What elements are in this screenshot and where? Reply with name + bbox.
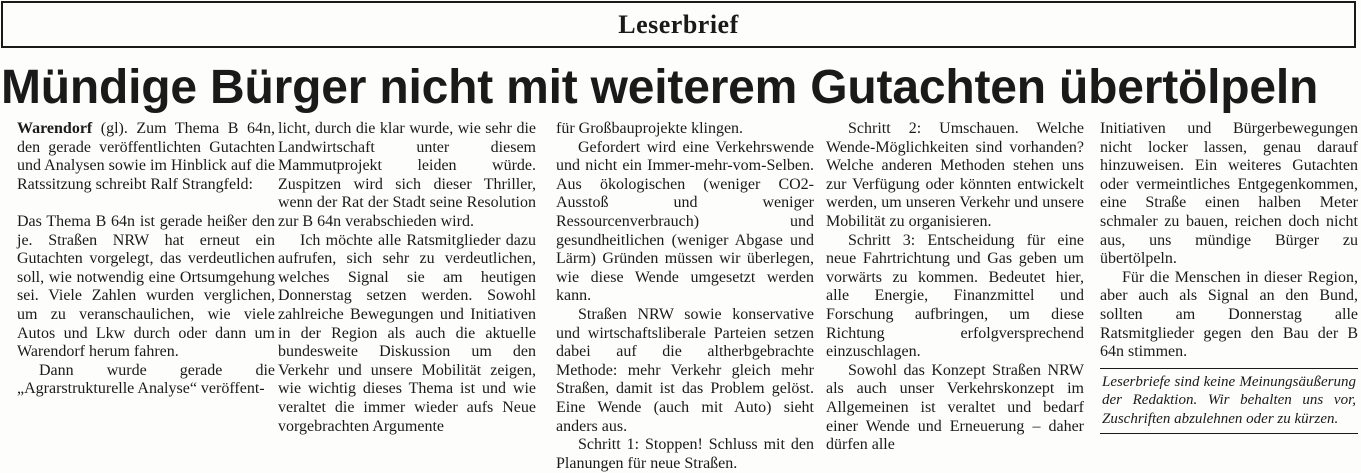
column-5 <box>1100 120 1358 450</box>
paragraph: Das Thema B 64n ist gerade heißer den je. Straßen NRW hat erneut ein Gutachten vorgelegt, das verdeutlichen soll, wie notwendig eine Ortsumgehung sei. Viele Zahlen wurden verglichen, um zu veranschaulichen, wie viele Autos und Lkw durch oder dann um Warendorf herum fahren. <box>17 212 275 361</box>
column-3 <box>556 120 814 472</box>
paragraph: Straßen NRW sowie konservative und wirtschaftsliberale Parteien setzen dabei auf die altherbgebrachte Methode: mehr Verkehr gleich mehr Straßen, damit ist das Problem gelöst. Eine Wende (auch mit Auto) sieht anders aus. <box>556 305 814 435</box>
paragraph: Dann wurde gerade die „Agrarstrukturelle Analyse“ veröffent- <box>17 361 275 398</box>
paragraph: Sowohl das Konzept Straßen NRW als auch unser Verkehrskonzept im Allgemeinen ist veraltet und bedarf einer Wende und Erneuerung – daher dürfen alle <box>826 361 1084 454</box>
intro-text: (gl). Zum Thema B 64n, den gerade veröffentlichten Gutachten und Analysen sowie im Hinblick auf die Ratssitzung schreibt Ralf Strangfeld: <box>17 120 275 193</box>
editorial-disclaimer: Leserbriefe sind keine Meinungsäußerung der Redaktion. Wir behalten uns vor, Zuschriften abzulehnen oder zu kürzen. <box>1100 368 1358 434</box>
column-1 <box>17 120 275 450</box>
dateline: Warendorf <box>17 120 93 137</box>
article-headline: Mündige Bürger nicht mit weiterem Gutachten übertölpeln <box>1 61 1319 114</box>
column-2 <box>278 120 536 450</box>
paragraph: licht, durch die klar wurde, wie sehr die Landwirtschaft unter diesem Mammutprojekt leiden würde. Zuspitzen wird sich dieser Thriller, wenn der Rat der Stadt seine Resolution zur B 64n verabschieden wird. <box>278 120 536 230</box>
section-kicker: Leserbrief <box>618 9 739 39</box>
paragraph: Gefordert wird eine Verkehrswende und nicht ein Immer-mehr-vom-Selben. Aus ökologischen (weniger CO2-Ausstoß und weniger Ressourcenverbrauch) und gesundheitlichen (weniger Abgase und Lärm) Gründen müssen wir überlegen, wie diese Wende umgesetzt werden kann. <box>556 138 814 305</box>
paragraph: Schritt 1: Stoppen! Schluss mit den Planungen für neue Straßen. <box>556 436 814 472</box>
column-4 <box>826 120 1084 454</box>
intro-paragraph <box>17 120 275 194</box>
paragraph: Ich möchte alle Ratsmitglieder dazu aufrufen, sich sehr zu verdeutlichen, welches Signal sie am heutigen Donnerstag setzen werden. Sowohl zahlreiche Bewegungen und Initiativen in der Region als auch die aktuelle bundesweite Diskussion um den Verkehr und unsere Mobilität zeigen, wie wichtig dieses Thema ist und wie veraltet die immer wieder aufs Neue vorgebrachten Argumente <box>278 231 536 435</box>
kicker-box <box>1 1 1356 48</box>
paragraph: Für die Menschen in dieser Region, aber auch als Signal an den Bund, sollten am Donnerstag alle Ratsmitglieder gegen den Bau der B 64n stimmen. <box>1100 268 1358 361</box>
paragraph: Schritt 3: Entscheidung für eine neue Fahrtrichtung und Gas geben um vorwärts zu kommen. Bedeutet hier, alle Energie, Finanzmittel und Forschung aufbringen, um diese Richtung erfolgversprechend einzuschlagen. <box>826 231 1084 361</box>
paragraph: für Großbauprojekte klingen. <box>556 120 744 137</box>
paragraph: Initiativen und Bürgerbewegungen nicht locker lassen, genau darauf hinzuweisen. Ein weiteres Gutachten oder vermeintliches Entgegenkommen, eine Straße einen halben Meter schmaler zu bauen, reichen doch nicht aus, uns mündige Bürger zu übertölpeln. <box>1100 120 1358 268</box>
paragraph: Schritt 2: Umschauen. Welche Wende-Möglichkeiten sind vorhanden? Welche anderen Methoden stehen uns zur Verfügung oder könnten entwickelt werden, um unseren Verkehr und unsere Mobilität zu organisieren. <box>826 120 1084 230</box>
